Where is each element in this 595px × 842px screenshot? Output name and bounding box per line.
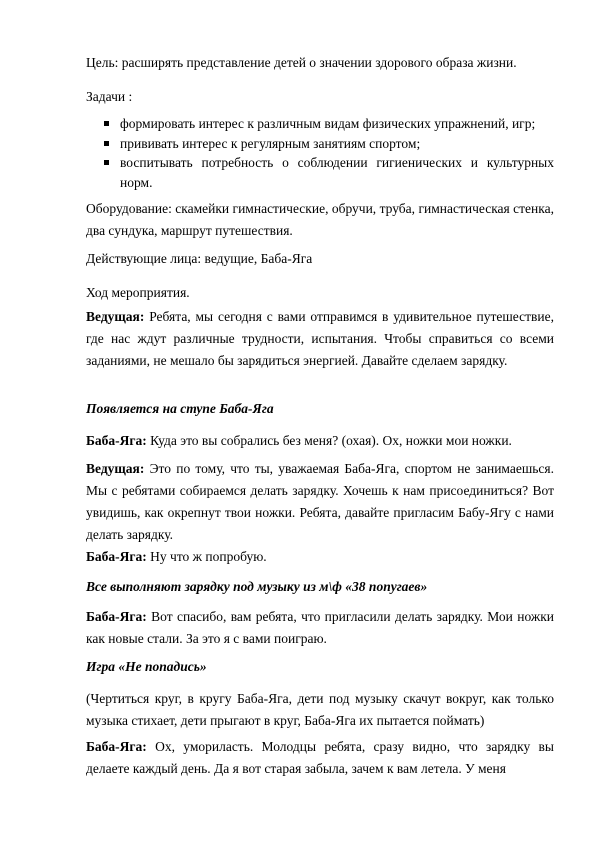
goal-paragraph: Цель: расширять представление детей о значении здорового образа жизни. xyxy=(86,55,517,70)
list-item: прививать интерес к регулярным занятиям спортом; xyxy=(86,134,554,154)
line-text: Ну что ж попробую. xyxy=(146,549,267,564)
game-description: (Чертиться круг, в кругу Баба-Яга, дети под музыку скачут вокруг, как только музыка стихает, дети прыгают в круг, Баба-Яга их пытается поймать) xyxy=(86,691,554,728)
speaker-label: Ведущая: xyxy=(86,461,145,476)
dialogue-line xyxy=(86,430,554,452)
line-text: Ох, умориласть. Молодцы ребята, сразу видно, что зарядку вы делаете каждый день. Да я вот старая забыла, зачем к вам летела. У меня xyxy=(86,739,554,776)
dialogue-line xyxy=(86,606,554,650)
speaker-label: Баба-Яга: xyxy=(86,739,147,754)
speaker-label: Ведущая: xyxy=(86,309,145,324)
dialogue-line xyxy=(86,458,554,546)
characters-paragraph: Действующие лица: ведущие, Баба-Яга xyxy=(86,251,313,266)
list-item: формировать интерес к различным видам физических упражнений, игр; xyxy=(86,114,554,134)
line-text: Ребята, мы сегодня с вами отправимся в удивительное путешествие, где нас ждут различные трудности, испытания. Чтобы справиться со всеми заданиями, не мешало бы зарядиться энергией. Давайте сделаем зарядку. xyxy=(86,309,554,368)
dialogue-line xyxy=(86,736,554,780)
square-bullet-icon xyxy=(104,141,109,146)
speaker-label: Баба-Яга: xyxy=(86,549,147,564)
square-bullet-icon xyxy=(104,160,109,165)
line-text: Это по тому, что ты, уважаемая Баба-Яга, спортом не занимаешься. Мы с ребятами собираемся делать зарядку. Хочешь к нам присоединиться? Вот увидишь, как окрепнут твои ножки. Ребята, давайте пригласим Бабу-Ягу с нами делать зарядку. xyxy=(86,461,554,542)
stage-direction: Появляется на ступе Баба-Яга xyxy=(86,401,274,416)
dialogue-line xyxy=(86,306,554,372)
tasks-heading: Задачи : xyxy=(86,89,133,104)
stage-direction: Все выполняют зарядку под музыку из м\ф «38 попугаев» xyxy=(86,579,428,594)
event-heading: Ход мероприятия. xyxy=(86,285,190,300)
line-text: Вот спасибо, вам ребята, что пригласили делать зарядку. Мои ножки как новые стали. За это я с вами поиграю. xyxy=(86,609,554,646)
list-item: воспитывать потребность о соблюдении гигиенических и культурных норм. xyxy=(86,153,554,192)
game-title: Игра «Не попадись» xyxy=(86,659,207,674)
equipment-paragraph: Оборудование: скамейки гимнастические, обручи, труба, гимнастическая стенка, два сундука, маршрут путешествия. xyxy=(86,201,554,238)
speaker-label: Баба-Яга: xyxy=(86,609,147,624)
speaker-label: Баба-Яга: xyxy=(86,433,147,448)
line-text: Куда это вы собрались без меня? (охая). Ох, ножки мои ножки. xyxy=(146,433,512,448)
tasks-list xyxy=(86,114,554,192)
square-bullet-icon xyxy=(104,121,109,126)
dialogue-line xyxy=(86,546,554,568)
